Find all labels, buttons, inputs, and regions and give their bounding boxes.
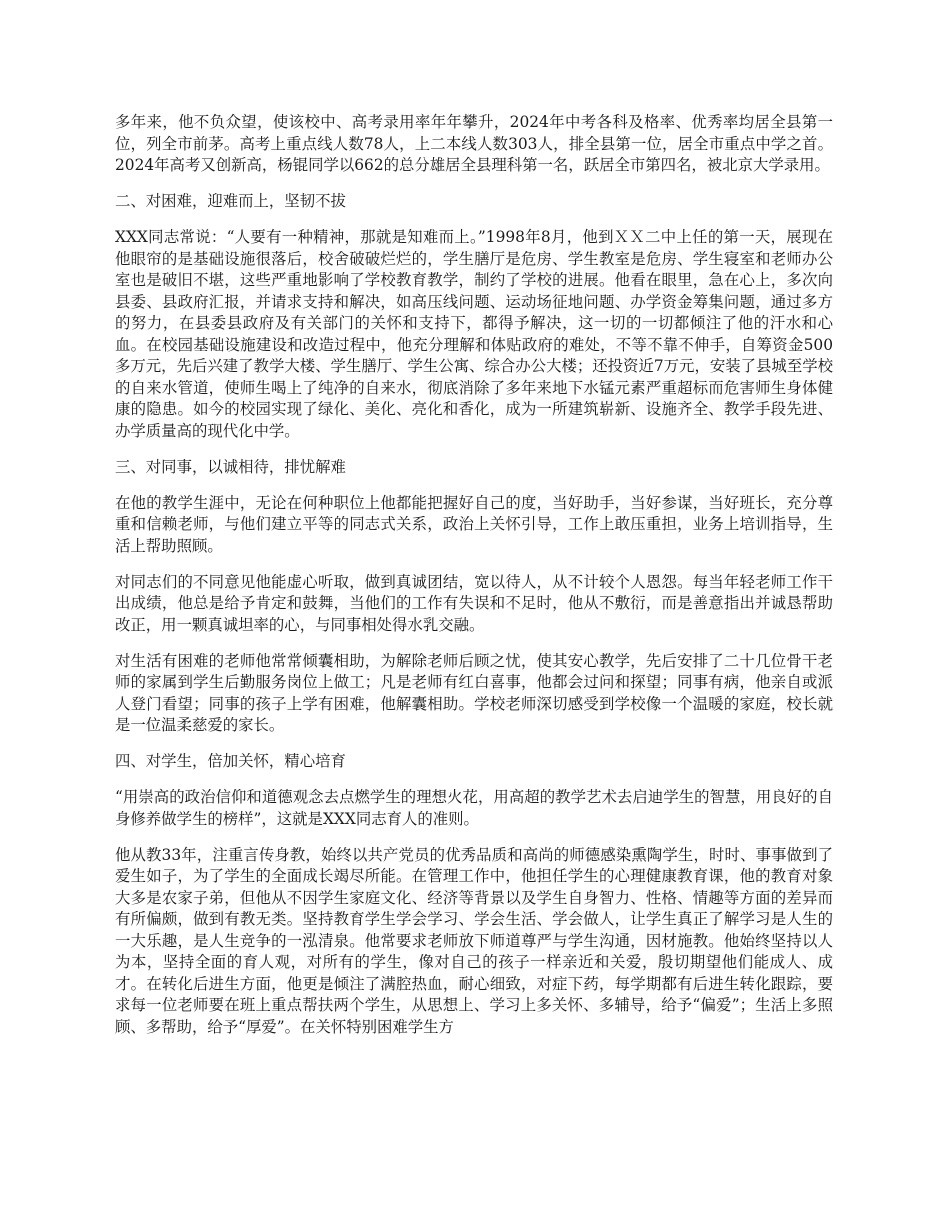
section-heading-students: 四、对学生，倍加关怀，精心培育	[115, 752, 346, 770]
paragraph-education: 他从教33年，注重言传身教，始终以共产党员的优秀品质和高尚的师德感染熏陶学生，时时、事事做到了爱生如子，为了学生的全面成长竭尽所能。在管理工作中，他担任学生的心理健康教育课，他的教育对象大多是农家子弟，但他从不因学生家庭文化、经济等背景以及学生自身智力、性格、情趣等方面的差异而有所偏颇，做到有教无类。坚持教育学生学会学习、学会生活、学会做人，让学生真正了解学习是人生的一大乐趣，是人生竞争的一泓清泉。他常要求老师放下师道尊严与学生沟通，因材施教。他始终坚持以人为本，坚持全面的育人观，对所有的学生，像对自己的孩子一样亲近和关爱，殷切期望他们能成人、成才。在转化后进生方面，他更是倾注了满腔热血，耐心细致，对症下药，每学期都有后进生转化跟踪，要求每一位老师要在班上重点帮扶两个学生，从思想上、学习上多关怀、多辅导，给予“偏爱”；生活上多照顾、多帮助，给予“厚爱”。在关怀特别困难学生方	[115, 845, 833, 1036]
section-heading-difficulties: 二、对困难，迎难而上，坚韧不拔	[115, 192, 346, 210]
section-heading-colleagues: 三、对同事，以诚相待，排忧解难	[115, 457, 346, 476]
paragraph-infrastructure: XXX同志常说：“人要有一种精神，那就是知难而上。”1998年8月，他到ＸＸ二中上任的第一天，展现在他眼帘的是基础设施很落后，校舍破破烂烂的，学生膳厅是危房、学生教室是危房、学生寝室和老师办公室也是破旧不堪，这些严重地影响了学校教育教学，制约了学校的进展。他看在眼里，急在心上，多次向县委、县政府汇报，并请求支持和解决，如高压线问题、运动场征地问题、办学资金筹集问题，通过多方的努力，在县委县政府及有关部门的关怀和支持下，都得予解决，这一切的一切都倾注了他的汗水和心血。在校园基础设施建设和改造过程中，他充分理解和体贴政府的难处，不等不靠不伸手，自筹资金500多万元，先后兴建了教学大楼、学生膳厅、学生公寓、综合办公大楼；还投资近7万元，安装了县城至学校的自来水管道，使师生喝上了纯净的自来水，彻底消除了多年来地下水锰元素严重超标而危害师生身体健康的隐患。如今的校园实现了绿化、美化、亮化和香化，成为一所建筑崭新、设施齐全、教学手段先进、办学质量高的现代化中学。	[115, 228, 833, 440]
paragraph-helping-teachers: 对生活有困难的老师他常常倾囊相助，为解除老师后顾之忧，使其安心教学，先后安排了二十几位骨干老师的家属到学生后勤服务岗位上做工；凡是老师有红白喜事，他都会过问和探望；同事有病，他亲自或派人登门看望；同事的孩子上学有困难，他解囊相助。学校老师深切感受到学校像一个温暖的家庭，校长就是一位温柔慈爱的家长。	[115, 651, 833, 734]
paragraph-results: 多年来，他不负众望，使该校中、高考录用率年年攀升，2024年中考各科及格率、优秀率均居全县第一位，列全市前茅。高考上重点线人数78人，上二本线人数303人，排全县第一位，居全市重点中学之首。2024年高考又创新高，杨锟同学以662的总分雄居全县理科第一名，跃居全市第四名，被北京大学录用。	[115, 113, 833, 174]
paragraph-teaching-career: 在他的教学生涯中，无论在何种职位上他都能把握好自己的度，当好助手，当好参谋，当好班长，充分尊重和信赖老师，与他们建立平等的同志式关系，政治上关怀引导，工作上敢压重担，业务上培训指导，生活上帮助照顾。	[115, 493, 833, 555]
paragraph-listening: 对同志们的不同意见他能虚心听取，做到真诚团结，宽以待人，从不计较个人恩怨。每当年轻老师工作干出成绩，他总是给予肯定和鼓舞，当他们的工作有失误和不足时，他从不敷衍，而是善意指出并诚恳帮助改正，用一颗真诚坦率的心，与同事相处得水乳交融。	[115, 572, 833, 634]
document-page	[115, 112, 833, 1053]
paragraph-principle: “用崇高的政治信仰和道德观念去点燃学生的理想火花，用高超的教学艺术去启迪学生的智慧，用良好的自身修养做学生的榜样”，这就是XXX同志育人的准则。	[115, 788, 833, 828]
